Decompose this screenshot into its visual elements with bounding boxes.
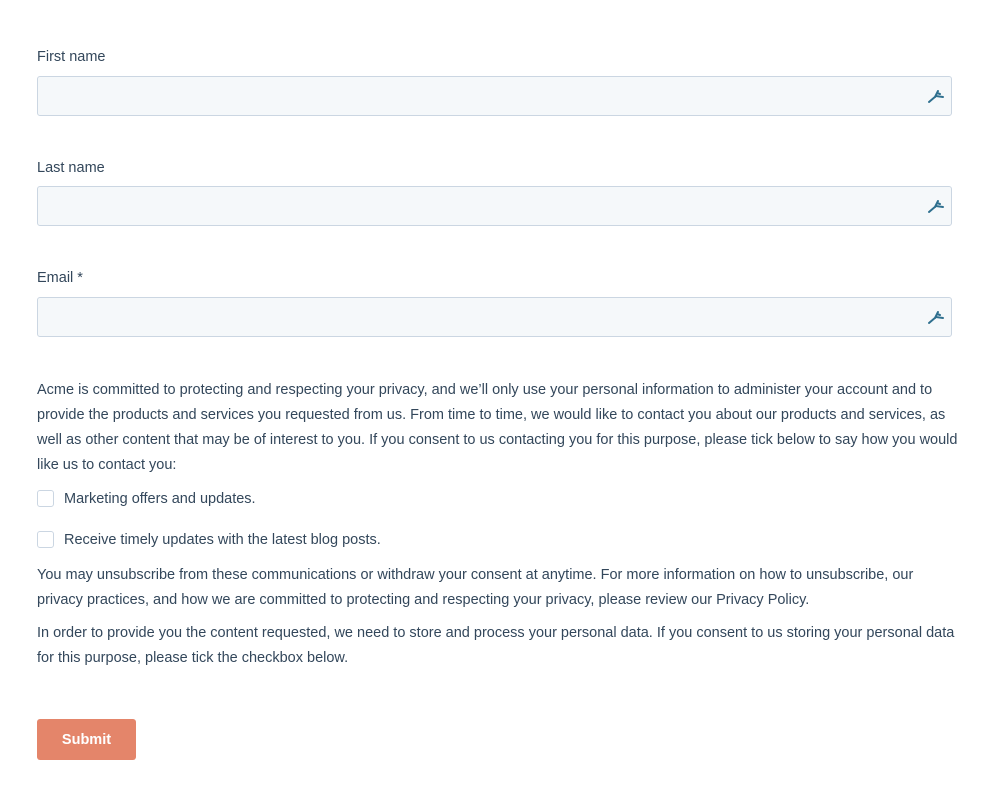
first-name-label: First name <box>37 49 106 65</box>
email-input[interactable] <box>38 298 938 336</box>
first-name-input[interactable] <box>38 77 938 115</box>
last-name-label: Last name <box>37 160 105 176</box>
checkbox-label: Marketing offers and updates. <box>64 490 256 507</box>
checkbox-label: Receive timely updates with the latest blog posts. <box>64 531 381 548</box>
checkbox-blog-updates[interactable] <box>37 531 381 548</box>
autofill-icon[interactable] <box>927 309 945 325</box>
storage-consent-text: In order to provide you the content requested, we need to store and process your personal data. If you consent to us storing your personal data for this purpose, please tick the checkbox below. <box>37 625 955 666</box>
autofill-icon[interactable] <box>927 88 945 104</box>
last-name-field[interactable] <box>37 186 952 226</box>
unsubscribe-text: You may unsubscribe from these communications or withdraw your consent at anytime. For more information on how to unsubscribe, our privacy practices, and how we are committed to protecting and respecting your privacy, please review our Privacy Policy. <box>37 567 914 608</box>
last-name-input[interactable] <box>38 187 938 225</box>
email-field[interactable] <box>37 297 952 337</box>
submit-button[interactable]: Submit <box>37 719 136 760</box>
checkbox-box[interactable] <box>37 531 54 548</box>
autofill-icon[interactable] <box>927 198 945 214</box>
checkbox-marketing[interactable] <box>37 490 256 507</box>
privacy-intro-text: Acme is committed to protecting and respecting your privacy, and we’ll only use your personal information to administer your account and to provide the products and services you requested from us. From time to time, we would like to contact you about our products and services, as well as other content that may be of interest to you. If you consent to us contacting you for this purpose, please tick below to say how you would like us to contact you: <box>37 382 958 473</box>
checkbox-box[interactable] <box>37 490 54 507</box>
first-name-field[interactable] <box>37 76 952 116</box>
email-label: Email * <box>37 270 83 286</box>
